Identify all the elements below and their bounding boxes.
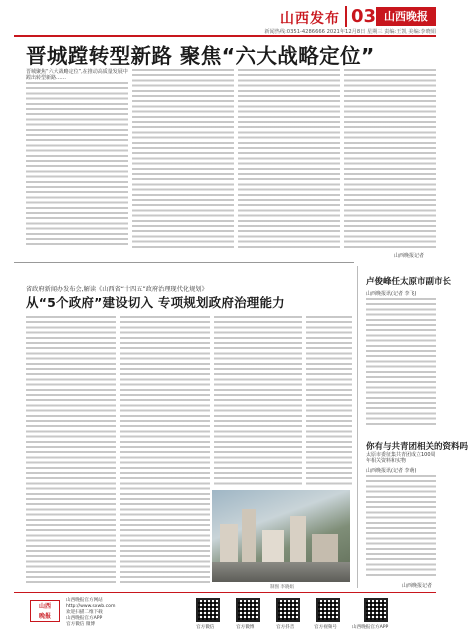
lead-article-column-1	[26, 82, 128, 248]
qr-code-icon[interactable]	[316, 598, 340, 622]
qr-label: 官方视频号	[314, 625, 337, 630]
footer-logo: 山西 晚报	[30, 600, 60, 622]
lead-article-byline: 山西晚报记者	[394, 253, 425, 259]
lead-article-column-2	[132, 69, 234, 248]
second-article-column-3	[214, 316, 302, 486]
sidebar-story2-reporter: 山西晚报记者	[402, 583, 433, 589]
footer-info	[66, 598, 115, 628]
qr-code-icon[interactable]	[364, 598, 388, 622]
qr-code-icon[interactable]	[236, 598, 260, 622]
section-divider	[14, 262, 354, 263]
page-number: 03	[345, 6, 376, 27]
qr-label: 山西晚报官方APP	[352, 625, 389, 630]
second-article-column-4	[306, 316, 352, 486]
qr-label: 官方微博	[236, 625, 255, 630]
masthead-rule	[14, 35, 436, 37]
sidebar-story1-byline: 山西晚报讯(记者 李飞)	[366, 291, 417, 297]
lead-first-line: 晋城聚焦“六大战略定位”,在推动高质量发展中蹚出转型新路……	[26, 69, 128, 82]
qr-code-icon[interactable]	[196, 598, 220, 622]
sidebar-story2-body	[366, 475, 436, 579]
sidebar-story2-subtitle: 太原市委征集共青团成立100周年相关资料和实物	[366, 452, 436, 464]
sidebar-story2-byline: 山西晚报讯(记者 李萌)	[366, 468, 417, 474]
footer-info-line: 山西晚报官方网站	[66, 598, 103, 603]
qr-code-icon[interactable]	[276, 598, 300, 622]
second-article-kicker: 省政府新闻办发布会,解读《山西省“十四五”政府治理现代化规划》	[26, 286, 208, 293]
lead-article-column-4	[344, 69, 436, 249]
sidebar-divider	[357, 266, 358, 588]
main-headline: 晋城蹚转型新路 聚焦“六大战略定位”	[26, 44, 375, 68]
sidebar-story1-body	[366, 298, 436, 428]
second-article-title: 从“5个政府”建设切入 专项规划政府治理能力	[26, 295, 285, 310]
sidebar-story1-title: 卢俊峰任太原市副市长	[366, 277, 452, 287]
footer-info-line: 官方微信 微博	[66, 622, 96, 627]
footer-info-line: 山西晚报官方APP	[66, 616, 103, 621]
masthead-meta: 新闻热线:0351-4286666 2021年12月8日 星期三 责编:王凯 美编:李晓娟	[264, 29, 436, 35]
footer-rule	[14, 592, 436, 593]
second-article-column-2	[120, 316, 210, 586]
masthead	[14, 8, 436, 34]
lead-article-column-3	[238, 69, 340, 248]
footer-info-line[interactable]: http://www.sxwb.com	[66, 604, 116, 609]
footer	[14, 596, 436, 636]
footer-info-line: 欢迎扫描二维下载	[66, 610, 103, 615]
qr-label: 官方微信	[196, 625, 215, 630]
article-photo	[212, 490, 350, 582]
newspaper-logo: 山西晚报	[376, 7, 436, 26]
photo-credit: 制图 李晓娟	[270, 585, 294, 590]
sidebar-story2-title: 你有与共青团相关的资料吗	[366, 442, 468, 452]
second-article-column-1	[26, 316, 116, 586]
section-name: 山西发布	[280, 11, 340, 27]
qr-label: 官方抖音	[276, 625, 295, 630]
